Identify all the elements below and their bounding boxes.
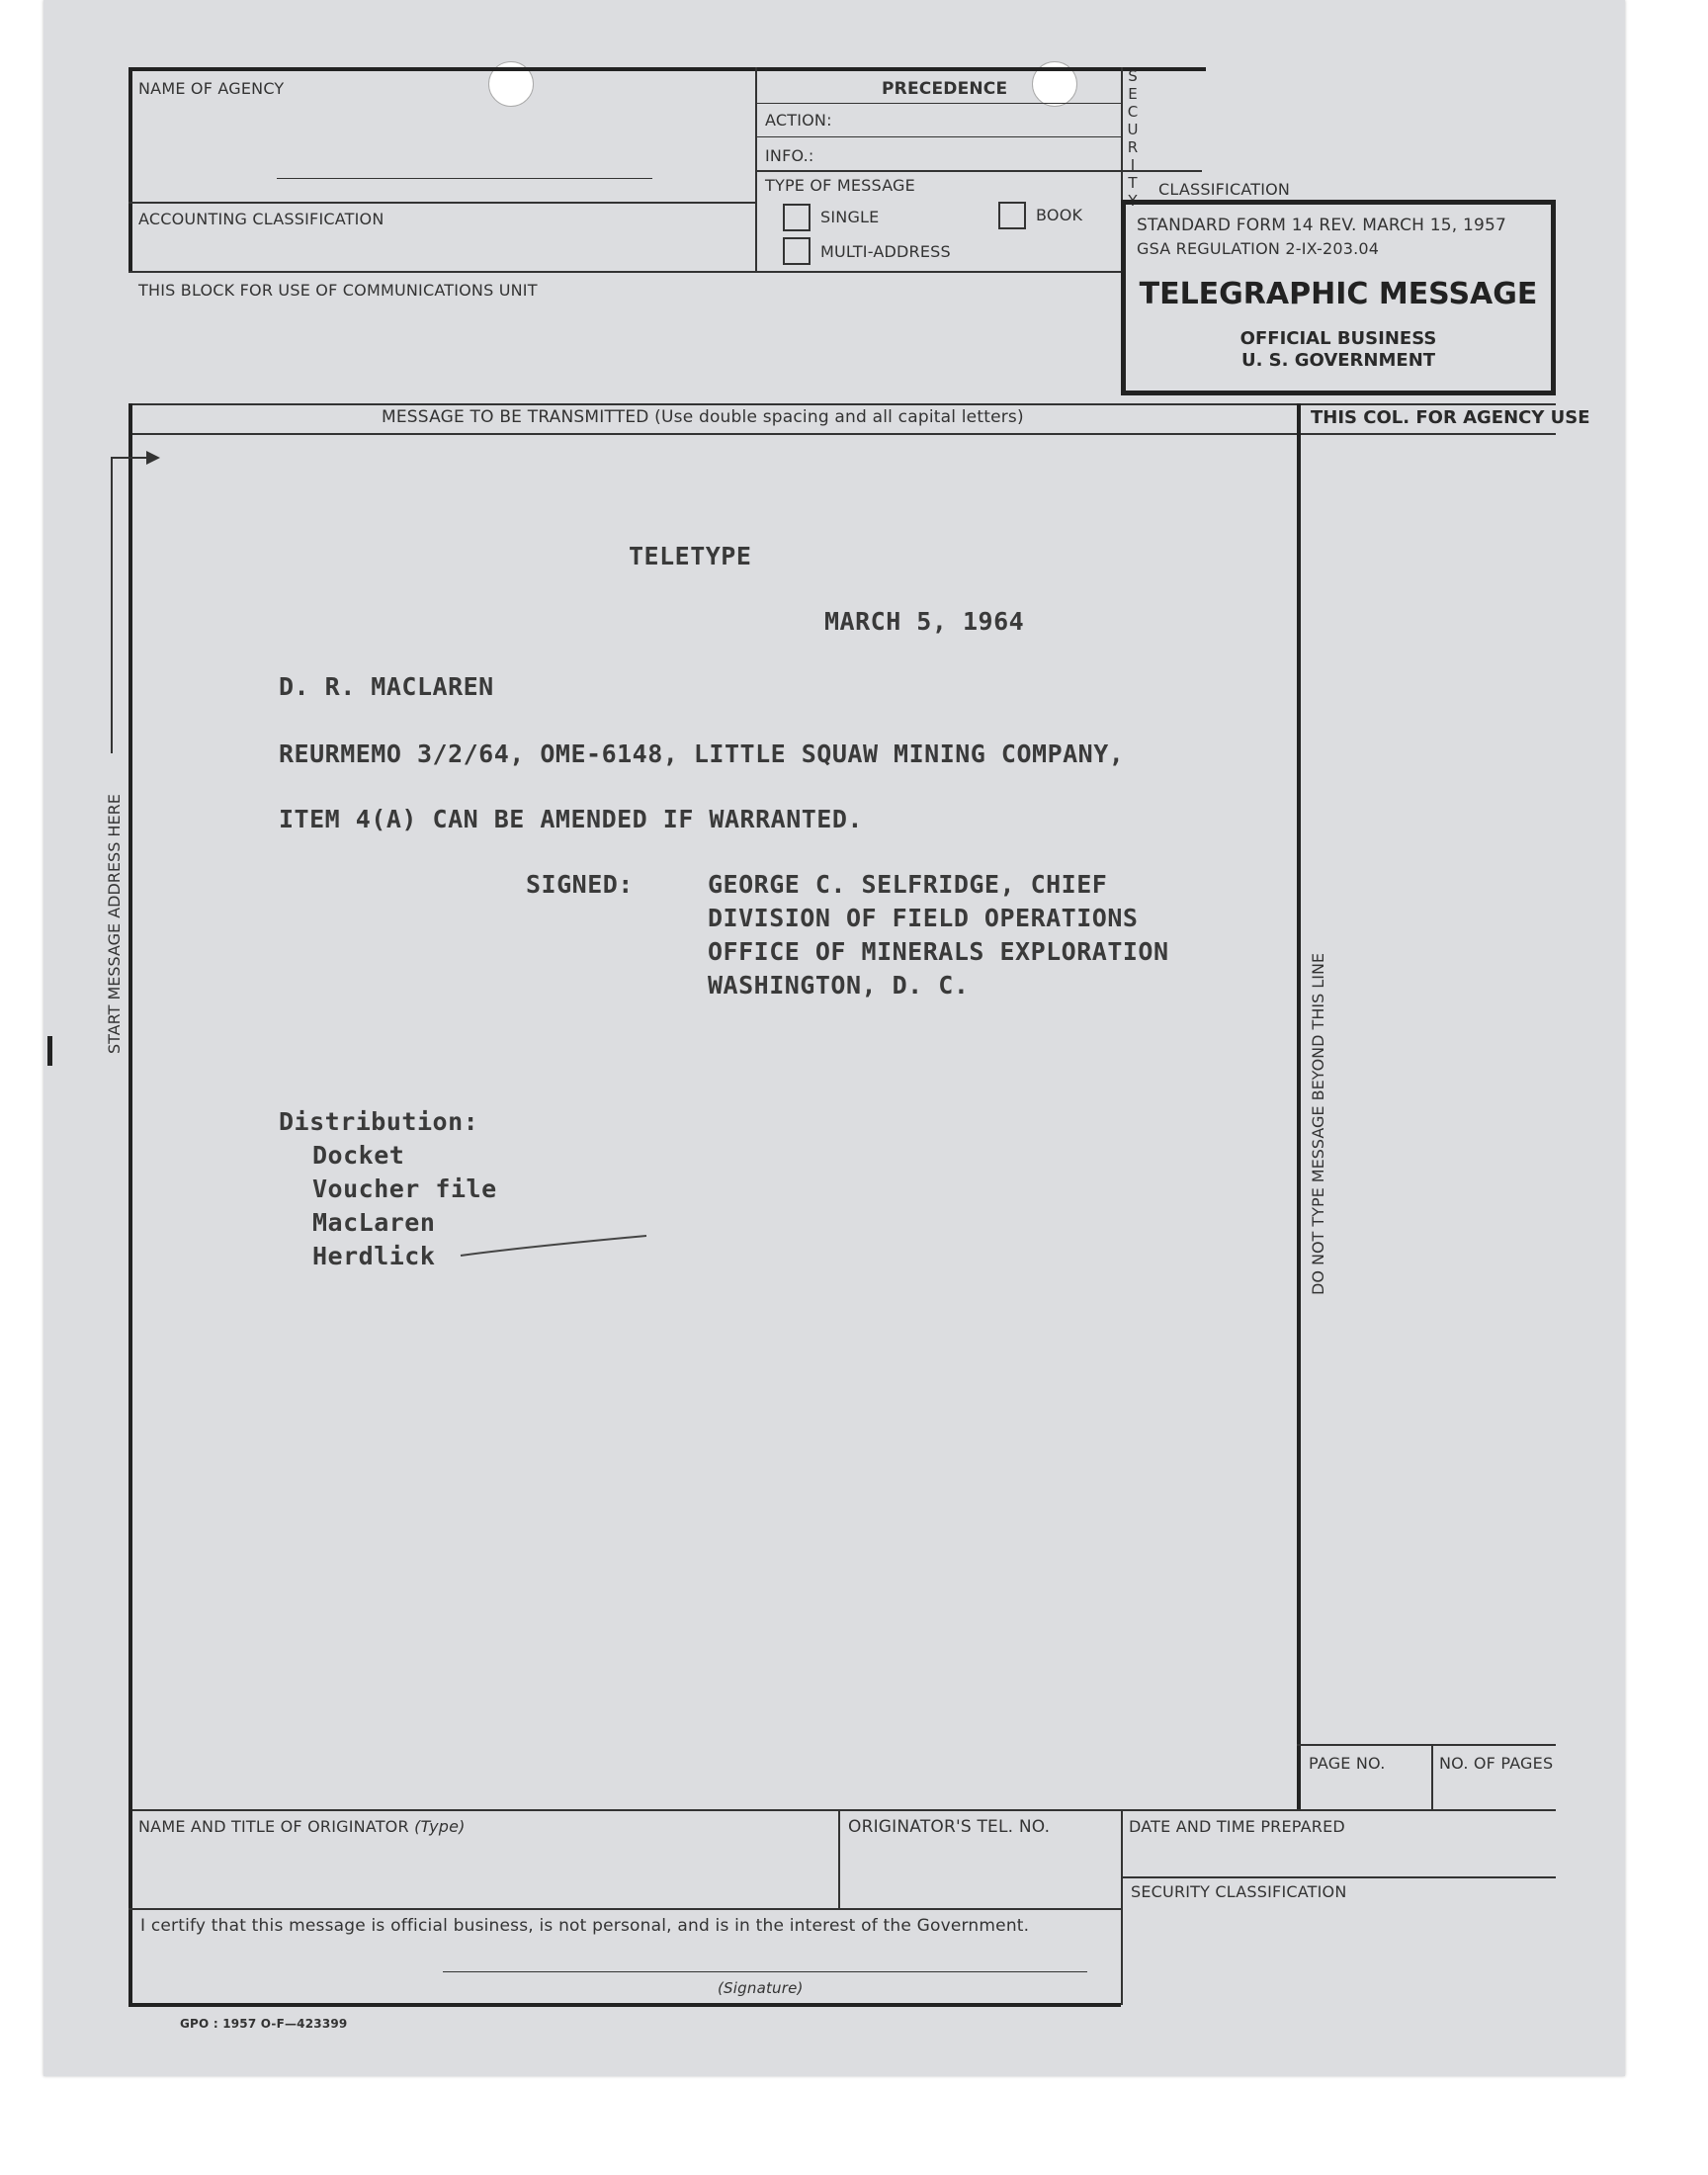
- message-date: MARCH 5, 1964: [824, 607, 1025, 636]
- security-letter: Y: [1128, 192, 1138, 210]
- security-letter: R: [1127, 138, 1139, 156]
- single-checkbox[interactable]: [783, 204, 811, 231]
- accounting-divider: [128, 202, 755, 204]
- message-header-note: (Use double spacing and all capital letters): [654, 407, 1024, 427]
- divider-originator-tel: [838, 1809, 840, 1908]
- distribution-label: Distribution:: [279, 1107, 479, 1136]
- book-checkbox[interactable]: [998, 202, 1026, 229]
- precedence-divider: [755, 103, 1121, 104]
- originator-type-text: (Type): [414, 1817, 466, 1836]
- agency-use-label: THIS COL. FOR AGENCY USE: [1311, 407, 1590, 428]
- message-header: [382, 407, 1024, 427]
- originator-name-text: NAME AND TITLE OF ORIGINATOR: [138, 1817, 409, 1836]
- classification-label: CLASSIFICATION: [1158, 180, 1291, 199]
- signature-line: [443, 1971, 1087, 1972]
- right-margin-line: [1297, 403, 1301, 1809]
- message-heading: TELETYPE: [629, 542, 752, 570]
- left-border-message: [128, 403, 132, 1809]
- security-letter: U: [1127, 121, 1139, 138]
- margin-tick: [47, 1036, 52, 1066]
- security-letter: T: [1128, 174, 1138, 192]
- security-letter: S: [1128, 67, 1138, 85]
- message-addressee: D. R. MACLAREN: [279, 672, 494, 701]
- originator-name-label: [138, 1817, 466, 1836]
- distribution-item: Docket: [312, 1141, 405, 1170]
- signer-line: GEORGE C. SELFRIDGE, CHIEF: [708, 870, 1108, 899]
- divider-tel-date: [1121, 1809, 1123, 2005]
- gsa-regulation-label: GSA REGULATION 2-IX-203.04: [1137, 239, 1380, 258]
- security-vertical-letters: [1125, 67, 1141, 210]
- message-header-top: [128, 403, 1556, 405]
- no-of-pages-label: NO. OF PAGES: [1439, 1754, 1554, 1773]
- info-label: INFO.:: [765, 146, 814, 165]
- pen-stroke: [459, 1226, 656, 1265]
- single-label: SINGLE: [820, 208, 880, 226]
- distribution-item: MacLaren: [312, 1208, 436, 1237]
- agency-underline: [277, 178, 652, 179]
- message-header-bottom: [128, 433, 1556, 435]
- message-header-bold: MESSAGE TO BE TRANSMITTED: [382, 407, 649, 427]
- start-arrow-vertical: [111, 457, 113, 753]
- security-letter: C: [1127, 103, 1139, 121]
- do-not-type-label: DO NOT TYPE MESSAGE BEYOND THIS LINE: [1309, 952, 1327, 1295]
- standard-form-label: STANDARD FORM 14 REV. MARCH 15, 1957: [1137, 216, 1507, 235]
- security-letter: E: [1128, 85, 1138, 103]
- originator-tel-label: ORIGINATOR'S TEL. NO.: [848, 1817, 1051, 1837]
- comm-unit-block-label: THIS BLOCK FOR USE OF COMMUNICATIONS UNIT: [138, 281, 538, 300]
- bottom-top-line: [128, 1809, 1556, 1811]
- signer-line: WASHINGTON, D. C.: [708, 971, 970, 1000]
- page-no-label: PAGE NO.: [1309, 1754, 1386, 1773]
- start-arrow-horizontal: [111, 457, 150, 459]
- certify-divider: [128, 1908, 1121, 1910]
- page-no-divider: [1431, 1744, 1433, 1809]
- precedence-label: PRECEDENCE: [882, 79, 1008, 99]
- start-arrow-head: [146, 451, 160, 465]
- page-no-top: [1297, 1744, 1556, 1746]
- certify-statement: I certify that this message is official business, is not personal, and is in the interest of the Government.: [140, 1916, 1030, 1936]
- bottom-border: [128, 2003, 1121, 2007]
- multi-address-label: MULTI-ADDRESS: [820, 242, 951, 261]
- divider-agency-precedence: [755, 67, 757, 271]
- comm-block-divider: [128, 271, 1121, 273]
- signed-label: SIGNED:: [526, 870, 634, 899]
- distribution-item: Herdlick: [312, 1242, 436, 1270]
- gpo-label: GPO : 1957 O-F—423399: [180, 2017, 348, 2031]
- top-border: [128, 67, 1206, 71]
- us-government-label: U. S. GOVERNMENT: [1240, 350, 1436, 371]
- left-border-top: [128, 67, 132, 271]
- security-classification-label: SECURITY CLASSIFICATION: [1131, 1882, 1347, 1901]
- start-message-address-label: START MESSAGE ADDRESS HERE: [105, 794, 124, 1054]
- signer-line: OFFICE OF MINERALS EXPLORATION: [708, 937, 1169, 966]
- form-sheet: [43, 0, 1625, 2076]
- multi-address-checkbox[interactable]: [783, 237, 811, 265]
- distribution-item: Voucher file: [312, 1174, 497, 1203]
- name-of-agency-label: NAME OF AGENCY: [138, 79, 285, 98]
- date-time-prepared-label: DATE AND TIME PREPARED: [1129, 1817, 1345, 1836]
- action-divider: [755, 136, 1121, 137]
- security-letter: I: [1130, 156, 1136, 174]
- signer-line: DIVISION OF FIELD OPERATIONS: [708, 904, 1139, 932]
- book-label: BOOK: [1036, 206, 1083, 224]
- accounting-classification-label: ACCOUNTING CLASSIFICATION: [138, 210, 384, 228]
- official-business-label: OFFICIAL BUSINESS: [1239, 328, 1437, 349]
- telegraphic-message-title: TELEGRAPHIC MESSAGE: [1139, 277, 1538, 311]
- security-class-divider: [1121, 1876, 1556, 1878]
- action-label: ACTION:: [765, 111, 832, 130]
- signature-label: (Signature): [718, 1979, 804, 1997]
- message-line-2: ITEM 4(A) CAN BE AMENDED IF WARRANTED.: [279, 805, 863, 833]
- type-of-message-label: TYPE OF MESSAGE: [765, 176, 915, 195]
- message-line-1: REURMEMO 3/2/64, OME-6148, LITTLE SQUAW MINING COMPANY,: [279, 740, 1125, 768]
